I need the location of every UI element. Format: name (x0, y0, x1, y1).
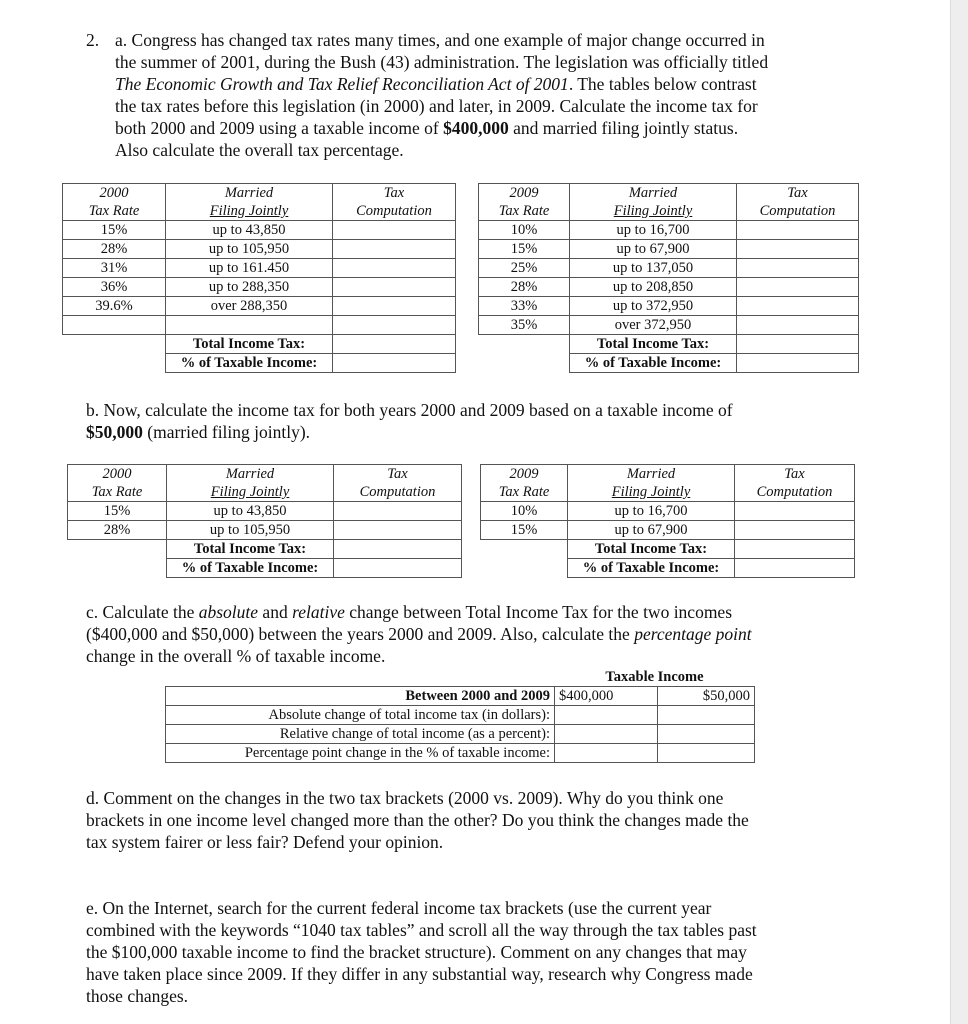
table-row: 25% up to 137,050 (479, 259, 859, 278)
filing-header: Married Filing Jointly (166, 184, 333, 221)
part-e-line: those changes. (86, 986, 189, 1006)
filing-header: Married Filing Jointly (570, 184, 737, 221)
total-row (479, 335, 859, 354)
part-e-line: the $100,000 taxable income to find the bracket structure). Comment on any changes that may (86, 942, 747, 962)
table-row: Percentage point change in the % of taxable income: (166, 744, 755, 763)
rate-header: 2009 Tax Rate (479, 184, 570, 221)
percent-cell[interactable] (334, 559, 462, 578)
part-d-line: d. Comment on the changes in the two tax brackets (2000 vs. 2009). Why do you think one (86, 788, 724, 808)
question-number: 2. (86, 30, 100, 50)
answer-cell[interactable] (555, 744, 658, 763)
taxable-income-caption: Taxable Income (605, 669, 704, 685)
part-c-line: c. Calculate the absolute and relative change between Total Income Tax for the two incomes (86, 602, 733, 622)
table-b-2009 (480, 464, 855, 578)
filing-header: Married Filing Jointly (568, 465, 735, 502)
percent-row (68, 559, 462, 578)
total-row (63, 335, 456, 354)
part-e-line: e. On the Internet, search for the current federal income tax brackets (use the current year (86, 898, 712, 918)
part-b-line: $50,000 (married filing jointly). (86, 422, 311, 442)
table-row: 10% up to 16,700 (481, 502, 855, 521)
total-label: Total Income Tax: (166, 335, 333, 354)
percent-row (63, 354, 456, 373)
table-a-2000 (62, 183, 456, 373)
part-e-line: combined with the keywords “1040 tax tables” and scroll all the way through the tax tables past (86, 920, 757, 940)
computation-cell[interactable] (333, 297, 456, 316)
table-row: 15% up to 67,900 (479, 240, 859, 259)
total-label: Total Income Tax: (570, 335, 737, 354)
percent-cell[interactable] (735, 559, 855, 578)
computation-cell[interactable] (737, 221, 859, 240)
table-row: Relative change of total income (as a percent): (166, 725, 755, 744)
income-amount: $50,000 (86, 422, 143, 442)
rate-header: 2000 Tax Rate (63, 184, 166, 221)
answer-cell[interactable] (658, 744, 755, 763)
answer-cell[interactable] (555, 725, 658, 744)
filing-header: Married Filing Jointly (167, 465, 334, 502)
computation-cell[interactable] (737, 259, 859, 278)
answer-cell[interactable] (658, 725, 755, 744)
total-label: Total Income Tax: (167, 540, 334, 559)
computation-cell[interactable] (333, 240, 456, 259)
col-50000-header: $50,000 (658, 687, 755, 706)
part-c-line: change in the overall % of taxable income. (86, 646, 386, 666)
computation-cell[interactable] (735, 502, 855, 521)
table-row: 10% up to 16,700 (479, 221, 859, 240)
part-d-question (86, 787, 749, 853)
percent-label: % of Taxable Income: (570, 354, 737, 373)
part-c-question (86, 601, 752, 667)
table-row: 36% up to 288,350 (63, 278, 456, 297)
table-row: 39.6% over 288,350 (63, 297, 456, 316)
between-header: Between 2000 and 2009 (166, 687, 555, 706)
part-a-line: Also calculate the overall tax percentage. (115, 140, 404, 160)
computation-cell[interactable] (737, 240, 859, 259)
table-c-change (165, 668, 755, 763)
table-row: 28% up to 105,950 (63, 240, 456, 259)
rate-header: 2009 Tax Rate (481, 465, 568, 502)
percent-row (479, 354, 859, 373)
part-a-line: The Economic Growth and Tax Relief Reconciliation Act of 2001. The tables below contrast (115, 74, 757, 94)
part-a-line: the tax rates before this legislation (in 2000) and later, in 2009. Calculate the income tax for (115, 96, 758, 116)
total-cell[interactable] (334, 540, 462, 559)
part-b-line: b. Now, calculate the income tax for both years 2000 and 2009 based on a taxable income of (86, 400, 733, 420)
part-a-line: both 2000 and 2009 using a taxable income of $400,000 and married filing jointly status. (115, 118, 739, 138)
part-a-question (86, 29, 768, 161)
part-e-question (86, 897, 757, 1007)
part-d-line: tax system fairer or less fair? Defend your opinion. (86, 832, 444, 852)
computation-cell[interactable] (735, 521, 855, 540)
table-row: 33% up to 372,950 (479, 297, 859, 316)
computation-cell[interactable] (333, 259, 456, 278)
table-row: 15% up to 43,850 (63, 221, 456, 240)
rate-header: 2000 Tax Rate (68, 465, 167, 502)
percent-row (481, 559, 855, 578)
total-row (68, 540, 462, 559)
total-cell[interactable] (735, 540, 855, 559)
table-row: 15% up to 43,850 (68, 502, 462, 521)
percent-label: % of Taxable Income: (568, 559, 735, 578)
table-row: 35% over 372,950 (479, 316, 859, 335)
part-d-line: brackets in one income level changed more than the other? Do you think the changes made the (86, 810, 749, 830)
computation-cell[interactable] (333, 278, 456, 297)
total-cell[interactable] (333, 335, 456, 354)
table-row: 28% up to 208,850 (479, 278, 859, 297)
table-row: 31% up to 161.450 (63, 259, 456, 278)
col-400000-header: $400,000 (555, 687, 658, 706)
computation-header: Tax Computation (737, 184, 859, 221)
vertical-scrollbar[interactable] (950, 0, 968, 1024)
part-b-question (86, 399, 733, 443)
computation-cell[interactable] (737, 297, 859, 316)
table-b-2000 (67, 464, 462, 578)
percent-cell[interactable] (333, 354, 456, 373)
percent-label: % of Taxable Income: (167, 559, 334, 578)
part-a-line: a. Congress has changed tax rates many times, and one example of major change occurred in (115, 30, 765, 50)
act-title: The Economic Growth and Tax Relief Reconciliation Act of 2001 (115, 74, 569, 94)
part-e-line: have taken place since 2009. If they differ in any substantial way, research why Congress made (86, 964, 753, 984)
computation-header: Tax Computation (333, 184, 456, 221)
part-a-line: the summer of 2001, during the Bush (43) administration. The legislation was officially titled (115, 52, 769, 72)
computation-header: Tax Computation (735, 465, 855, 502)
computation-cell[interactable] (333, 221, 456, 240)
table-a-2009 (478, 183, 859, 373)
total-row (481, 540, 855, 559)
computation-cell[interactable] (737, 316, 859, 335)
computation-cell[interactable] (737, 278, 859, 297)
table-row: 28% up to 105,950 (68, 521, 462, 540)
answer-cell[interactable] (555, 706, 658, 725)
computation-cell[interactable] (334, 502, 462, 521)
answer-cell[interactable] (658, 706, 755, 725)
table-row: Absolute change of total income tax (in dollars): (166, 706, 755, 725)
total-label: Total Income Tax: (568, 540, 735, 559)
total-cell[interactable] (737, 335, 859, 354)
computation-header: Tax Computation (334, 465, 462, 502)
table-row: 15% up to 67,900 (481, 521, 855, 540)
income-amount: $400,000 (443, 118, 509, 138)
percent-label: % of Taxable Income: (166, 354, 333, 373)
table-row (63, 316, 456, 335)
computation-cell[interactable] (334, 521, 462, 540)
percent-cell[interactable] (737, 354, 859, 373)
part-c-line: ($400,000 and $50,000) between the years 2000 and 2009. Also, calculate the percentage point (86, 624, 752, 644)
